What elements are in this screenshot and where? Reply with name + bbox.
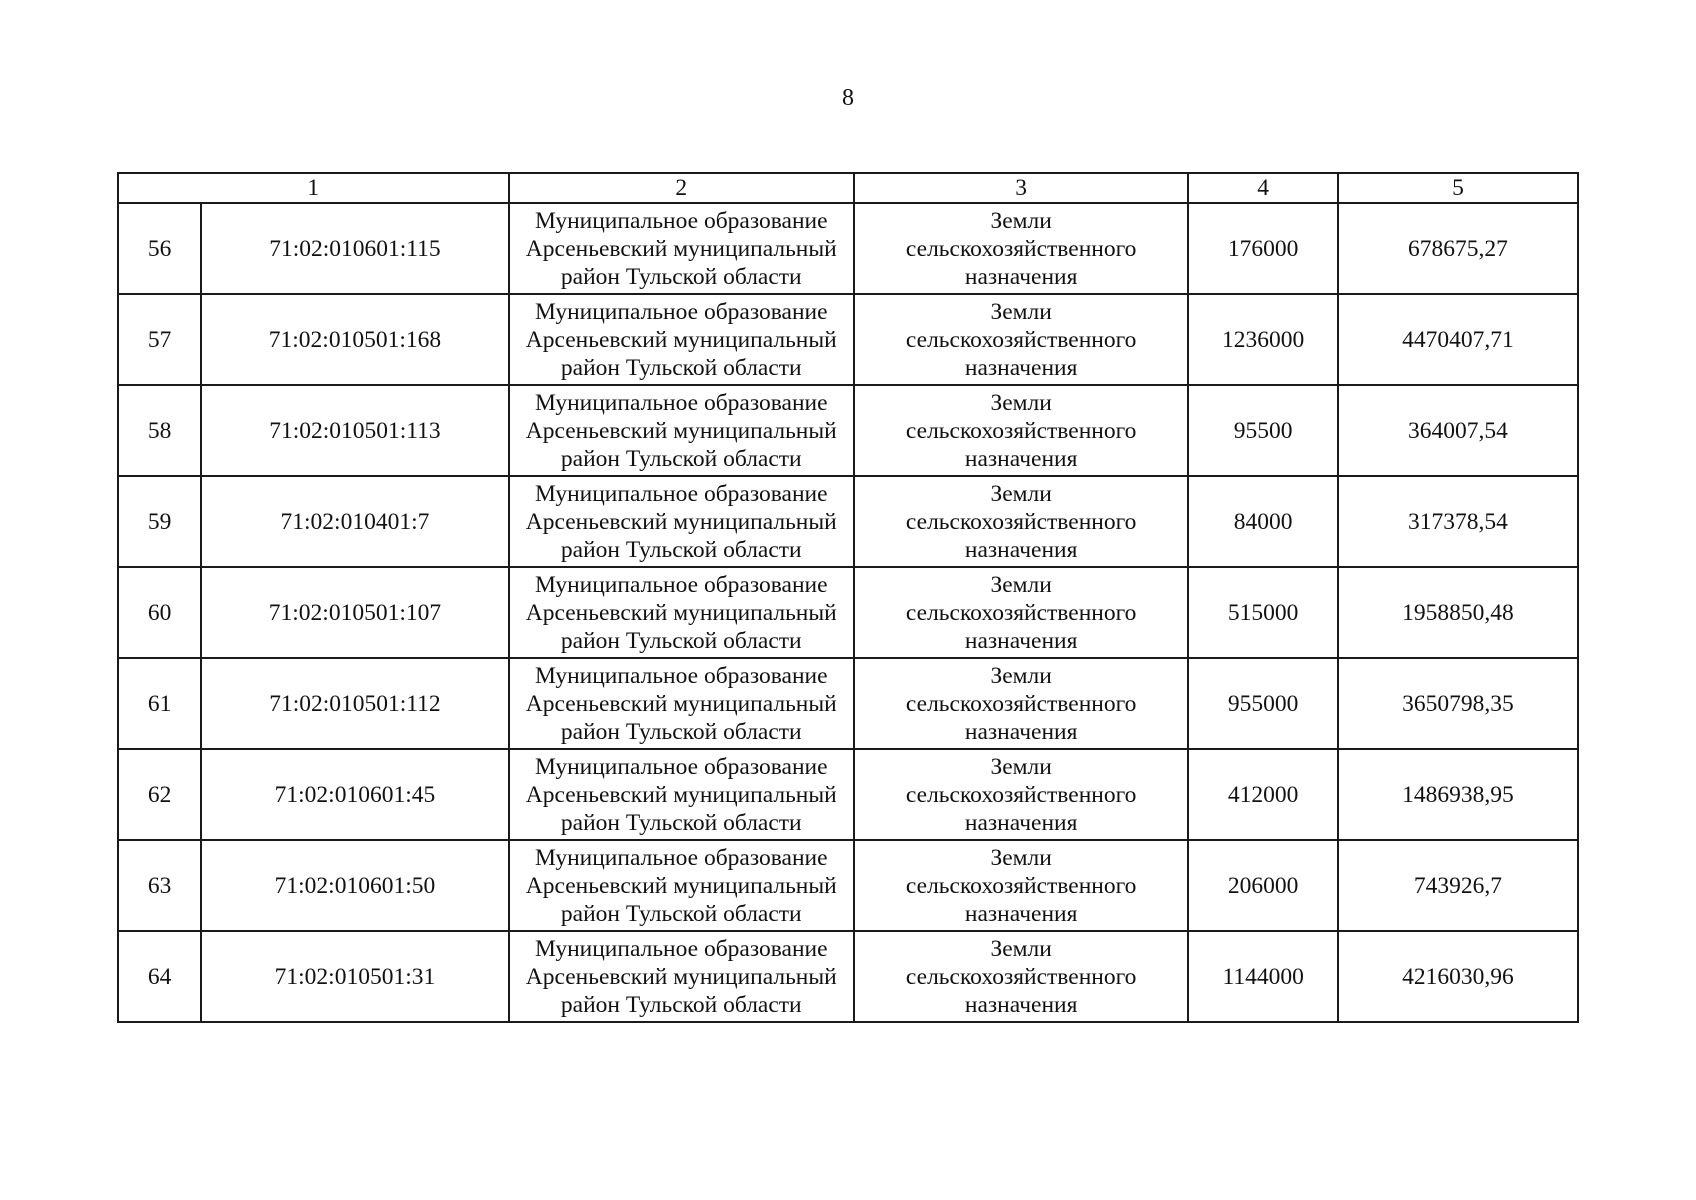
owner-line: Арсеньевский муниципальный [525,872,837,899]
header-col-4: 4 [1188,173,1338,203]
owner-cell [509,567,854,658]
owner-line: район Тульской области [560,627,802,654]
cadastral-number: 71:02:010501:168 [201,294,508,385]
table-row [118,840,1578,931]
owner-cell [509,749,854,840]
table-row [118,203,1578,294]
owner-line: Муниципальное образование [535,207,828,234]
row-number: 60 [118,567,201,658]
category-line: назначения [964,536,1078,563]
row-number: 63 [118,840,201,931]
category-line: назначения [964,900,1078,927]
owner-line: Арсеньевский муниципальный [525,690,837,717]
category-line: назначения [964,445,1078,472]
land-category-cell [854,385,1188,476]
row-number: 58 [118,385,201,476]
cadastral-number: 71:02:010501:112 [201,658,508,749]
owner-line: Муниципальное образование [535,844,828,871]
category-line: Земли [990,753,1052,780]
owner-line: район Тульской области [560,536,802,563]
owner-line: район Тульской области [560,445,802,472]
category-line: Земли [990,480,1052,507]
row-number: 61 [118,658,201,749]
land-category-cell [854,294,1188,385]
category-line: Земли [990,207,1052,234]
land-category-cell [854,931,1188,1022]
owner-line: Муниципальное образование [535,935,828,962]
owner-line: район Тульской области [560,809,802,836]
header-col-3: 3 [854,173,1188,203]
area-cell: 206000 [1188,840,1338,931]
owner-cell [509,203,854,294]
owner-cell [509,931,854,1022]
row-number: 62 [118,749,201,840]
table-row [118,294,1578,385]
cadastral-number: 71:02:010601:115 [201,203,508,294]
category-line: Земли [990,571,1052,598]
row-number: 56 [118,203,201,294]
category-line: сельскохозяйственного [905,963,1137,990]
category-line: назначения [964,718,1078,745]
category-line: Земли [990,844,1052,871]
area-cell: 515000 [1188,567,1338,658]
cadastral-value-cell: 678675,27 [1338,203,1578,294]
table-row [118,749,1578,840]
owner-cell [509,294,854,385]
page-number: 8 [842,85,854,111]
category-line: сельскохозяйственного [905,508,1137,535]
category-line: назначения [964,263,1078,290]
land-registry-table [117,172,1579,1023]
table-body [118,203,1578,1022]
land-category-cell [854,658,1188,749]
cadastral-value-cell: 364007,54 [1338,385,1578,476]
category-line: сельскохозяйственного [905,781,1137,808]
owner-line: Муниципальное образование [535,571,828,598]
owner-line: Арсеньевский муниципальный [525,417,837,444]
table-row [118,931,1578,1022]
land-category-cell [854,476,1188,567]
category-line: сельскохозяйственного [905,599,1137,626]
owner-line: Арсеньевский муниципальный [525,963,837,990]
row-number: 64 [118,931,201,1022]
owner-line: Арсеньевский муниципальный [525,508,837,535]
category-line: сельскохозяйственного [905,326,1137,353]
area-cell: 955000 [1188,658,1338,749]
owner-line: Муниципальное образование [535,480,828,507]
land-category-cell [854,567,1188,658]
category-line: сельскохозяйственного [905,235,1137,262]
cadastral-value-cell: 743926,7 [1338,840,1578,931]
header-col-5: 5 [1338,173,1578,203]
category-line: назначения [964,809,1078,836]
owner-cell [509,840,854,931]
table-row [118,476,1578,567]
table-header [118,173,1578,203]
cadastral-value-cell: 4470407,71 [1338,294,1578,385]
area-cell: 412000 [1188,749,1338,840]
category-line: назначения [964,354,1078,381]
table-row [118,385,1578,476]
owner-line: Муниципальное образование [535,298,828,325]
cadastral-number: 71:02:010601:50 [201,840,508,931]
cadastral-number: 71:02:010401:7 [201,476,508,567]
header-row [118,173,1578,203]
owner-line: Муниципальное образование [535,753,828,780]
land-category-cell [854,749,1188,840]
row-number: 57 [118,294,201,385]
area-cell: 176000 [1188,203,1338,294]
category-line: сельскохозяйственного [905,417,1137,444]
category-line: сельскохозяйственного [905,872,1137,899]
owner-cell [509,658,854,749]
owner-line: район Тульской области [560,900,802,927]
cadastral-value-cell: 4216030,96 [1338,931,1578,1022]
category-line: назначения [964,991,1078,1018]
owner-line: район Тульской области [560,991,802,1018]
owner-line: район Тульской области [560,263,802,290]
owner-cell [509,385,854,476]
category-line: Земли [990,389,1052,416]
owner-line: район Тульской области [560,718,802,745]
cadastral-number: 71:02:010501:113 [201,385,508,476]
category-line: Земли [990,662,1052,689]
owner-cell [509,476,854,567]
cadastral-number: 71:02:010501:31 [201,931,508,1022]
owner-line: Муниципальное образование [535,389,828,416]
area-cell: 1236000 [1188,294,1338,385]
owner-line: Муниципальное образование [535,662,828,689]
row-number: 59 [118,476,201,567]
owner-line: Арсеньевский муниципальный [525,326,837,353]
area-cell: 95500 [1188,385,1338,476]
category-line: Земли [990,935,1052,962]
owner-line: Арсеньевский муниципальный [525,781,837,808]
cadastral-value-cell: 3650798,35 [1338,658,1578,749]
category-line: назначения [964,627,1078,654]
owner-line: Арсеньевский муниципальный [525,235,837,262]
land-category-cell [854,840,1188,931]
land-category-cell [854,203,1188,294]
header-col-1: 1 [118,173,509,203]
area-cell: 1144000 [1188,931,1338,1022]
category-line: сельскохозяйственного [905,690,1137,717]
area-cell: 84000 [1188,476,1338,567]
owner-line: район Тульской области [560,354,802,381]
cadastral-number: 71:02:010601:45 [201,749,508,840]
cadastral-value-cell: 317378,54 [1338,476,1578,567]
table-row [118,658,1578,749]
header-col-2: 2 [509,173,854,203]
cadastral-value-cell: 1486938,95 [1338,749,1578,840]
cadastral-value-cell: 1958850,48 [1338,567,1578,658]
cadastral-number: 71:02:010501:107 [201,567,508,658]
table-row [118,567,1578,658]
owner-line: Арсеньевский муниципальный [525,599,837,626]
category-line: Земли [990,298,1052,325]
